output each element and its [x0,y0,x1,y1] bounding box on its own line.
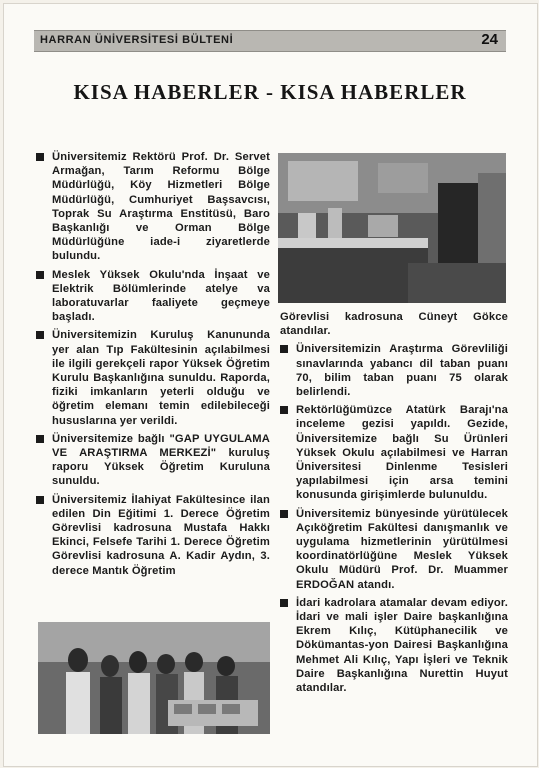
news-item [36,328,270,427]
bullet-icon [280,510,288,518]
page-number: 24 [481,31,498,48]
news-item [36,493,270,578]
news-item [280,596,508,695]
news-text: Üniversitemiz İlahiyat Fakültesince ilan edilen Din Eğitimi 1. Derece Öğretim Görevlisi kadrosuna Mustafa Hakkı Ekinci, Felsefe Tarihi 1. Derece Öğretim Görevlisi kadrosuna A. Kadir Aydın, 3. derece Mantık Öğretim [52,493,270,577]
section-title: KISA HABERLER - KISA HABERLER [73,80,467,104]
news-item [36,432,270,489]
bullet-icon [36,331,44,339]
news-text: İdari kadrolara atamalar devam ediyor. İdari ve mali işler Daire başkanlığına Ekrem Kılıç, Kütüphanecilik ve Dökümantas-yon Dairesi Başkanlığına Mehmet Ali Kılıç, Yapı İşleri ve Teknik Daire Başkanlığına Nurettin Huyut atandılar. [296,596,508,695]
bulletin-title: HARRAN ÜNİVERSİTESİ BÜLTENİ [40,34,234,46]
news-text: Üniversitemiz Rektörü Prof. Dr. Servet Armağan, Tarım Reformu Bölge Müdürlüğü, Köy Hizmetleri Bölge Müdürlüğü, Cumhuriyet Başsavcısı, Toprak Su Araştırma Enstitüsü, Baro Başkanlığı ve Orman Bölge Müdürlüğüne iade-i ziyaretlerde bulundu. [52,151,270,263]
news-item [280,342,508,399]
bullet-icon [36,153,44,161]
news-item [36,268,270,325]
bullet-icon [280,599,288,607]
laboratory-photo [278,153,506,303]
right-column [280,310,508,699]
news-item [280,507,508,592]
news-text: Rektörlüğümüzce Atatürk Barajı'na inceleme gezisi yapıldı. Gezide, Üniversitemize bağlı Su Ürünleri Yüksek Okulu açılabilmesi ve Harran Üniversitesi Dinlenme Tesisleri yapılabilmesi için arsa temini konusunda girişimlerde bulunuldu. [296,404,508,502]
news-item [36,150,270,264]
news-text: Meslek Yüksek Okulu'nda İnşaat ve Elektrik Bölümlerinde atelye va laboratuvarlar faaliyete geçmeye başladı. [52,268,270,324]
continued-text: Görevlisi kadrosuna Cüneyt Gökce atandılar. [280,311,508,338]
news-text: Üniversitemize bağlı "GAP UYGULAMA VE ARAŞTIRMA MERKEZİ" kuruluş raporu Yüksek Öğretim Kuruluna sunuldu. [52,432,270,488]
workshop-group-photo [38,622,270,734]
news-text: Üniversitemiz bünyesinde yürütülecek Açıköğretim Fakültesi danışmanlık ve uygulama hizmetlerinin yürütülmesi koordinatörlüğüne Meslek Yüksek Okulu Müdürü Prof. Dr. Muammer ERDOĞAN atandı. [296,507,508,591]
news-text: Üniversitemizin Araştırma Görevliliği sınavlarında yabancı dil taban puanı 70, bilim taban puanı 75 olarak belirlendi. [296,343,508,399]
left-column [36,150,270,582]
news-text: Üniversitemizin Kuruluş Kanununda yer alan Tıp Fakültesinin açılabilmesi ile ilgili gerekçeli rapor Yüksek Öğretim Kurulu Başkanlığına sunuldu. Raporda, fiziki imkanların yeterli olduğu ve öğretim elemanı temin edilebileceği hususlarına yer verildi. [52,329,270,427]
news-item [280,403,508,502]
bullet-icon [280,406,288,414]
bulletin-header-bar [34,30,506,52]
bullet-icon [36,496,44,504]
bullet-icon [280,345,288,353]
bullet-icon [36,435,44,443]
bullet-icon [36,271,44,279]
